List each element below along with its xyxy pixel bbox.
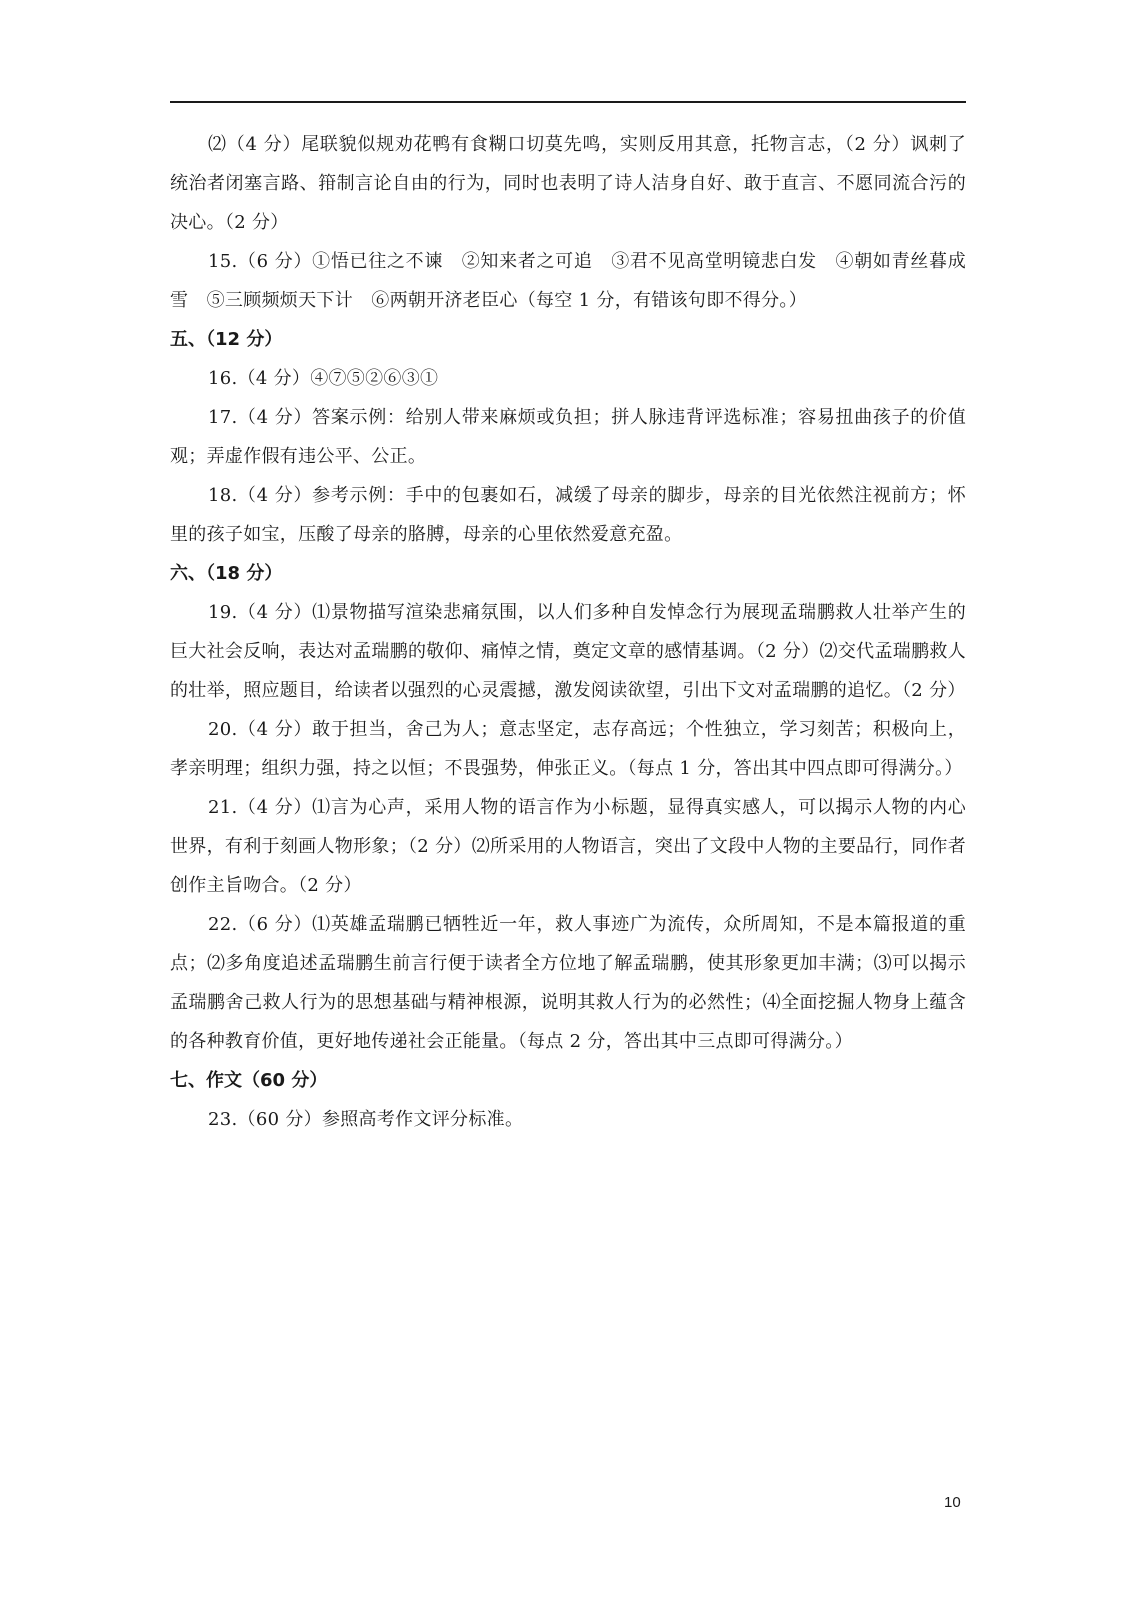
- answer-21: 21.（4 分）⑴言为心声，采用人物的语言作为小标题，显得真实感人，可以揭示人物的内心世界，有利于刻画人物形象；（2 分）⑵所采用的人物语言，突出了文段中人物的主要品行，同作者创作主旨吻合。（2 分）: [170, 797, 966, 896]
- section-heading-6: 六、（18 分）: [170, 563, 283, 584]
- header-rule: [170, 101, 966, 103]
- answer-18: 18.（4 分）参考示例：手中的包裹如石，减缓了母亲的脚步，母亲的目光依然注视前方；怀里的孩子如宝，压酸了母亲的胳膊，母亲的心里依然爱意充盈。: [170, 485, 966, 545]
- answer-16: 16.（4 分）④⑦⑤②⑥③①: [208, 368, 439, 389]
- section-heading-5: 五、（12 分）: [170, 329, 283, 350]
- answer-23: 23.（60 分）参照高考作文评分标准。: [208, 1109, 524, 1130]
- answer-20: 20.（4 分）敢于担当，舍己为人；意志坚定，志存高远；个性独立，学习刻苦；积极向上，孝亲明理；组织力强，持之以恒；不畏强势，伸张正义。（每点 1 分，答出其中四点即可得满分。）: [170, 719, 966, 779]
- answer-14-2: ⑵（4 分）尾联貌似规劝花鸭有食糊口切莫先鸣，实则反用其意，托物言志，（2 分）讽刺了统治者闭塞言路、箝制言论自由的行为，同时也表明了诗人洁身自好、敢于直言、不愿同流合污的决心。（2 分）: [170, 134, 966, 233]
- section-heading-7: 七、作文（60 分）: [170, 1070, 328, 1091]
- page-number: 10: [944, 1494, 961, 1511]
- answer-22: 22.（6 分）⑴英雄孟瑞鹏已牺牲近一年，救人事迹广为流传，众所周知，不是本篇报道的重点；⑵多角度追述孟瑞鹏生前言行便于读者全方位地了解孟瑞鹏，使其形象更加丰满；⑶可以揭示孟瑞鹏舍己救人行为的思想基础与精神根源，说明其救人行为的必然性；⑷全面挖掘人物身上蕴含的各种教育价值，更好地传递社会正能量。（每点 2 分，答出其中三点即可得满分。）: [170, 914, 966, 1052]
- answer-19: 19.（4 分）⑴景物描写渲染悲痛氛围，以人们多种自发悼念行为展现孟瑞鹏救人壮举产生的巨大社会反响，表达对孟瑞鹏的敬仰、痛悼之情，奠定文章的感情基调。（2 分）⑵交代孟瑞鹏救人的壮举，照应题目，给读者以强烈的心灵震撼，激发阅读欲望，引出下文对孟瑞鹏的追忆。（2 分）: [170, 602, 966, 701]
- answer-content: [170, 125, 966, 1139]
- answer-15: 15.（6 分）①悟已往之不谏 ②知来者之可追 ③君不见高堂明镜悲白发 ④朝如青丝暮成雪 ⑤三顾频烦天下计 ⑥两朝开济老臣心（每空 1 分，有错该句即不得分。）: [170, 251, 966, 311]
- answer-17: 17.（4 分）答案示例：给别人带来麻烦或负担；拼人脉违背评选标准；容易扭曲孩子的价值观；弄虚作假有违公平、公正。: [170, 407, 966, 467]
